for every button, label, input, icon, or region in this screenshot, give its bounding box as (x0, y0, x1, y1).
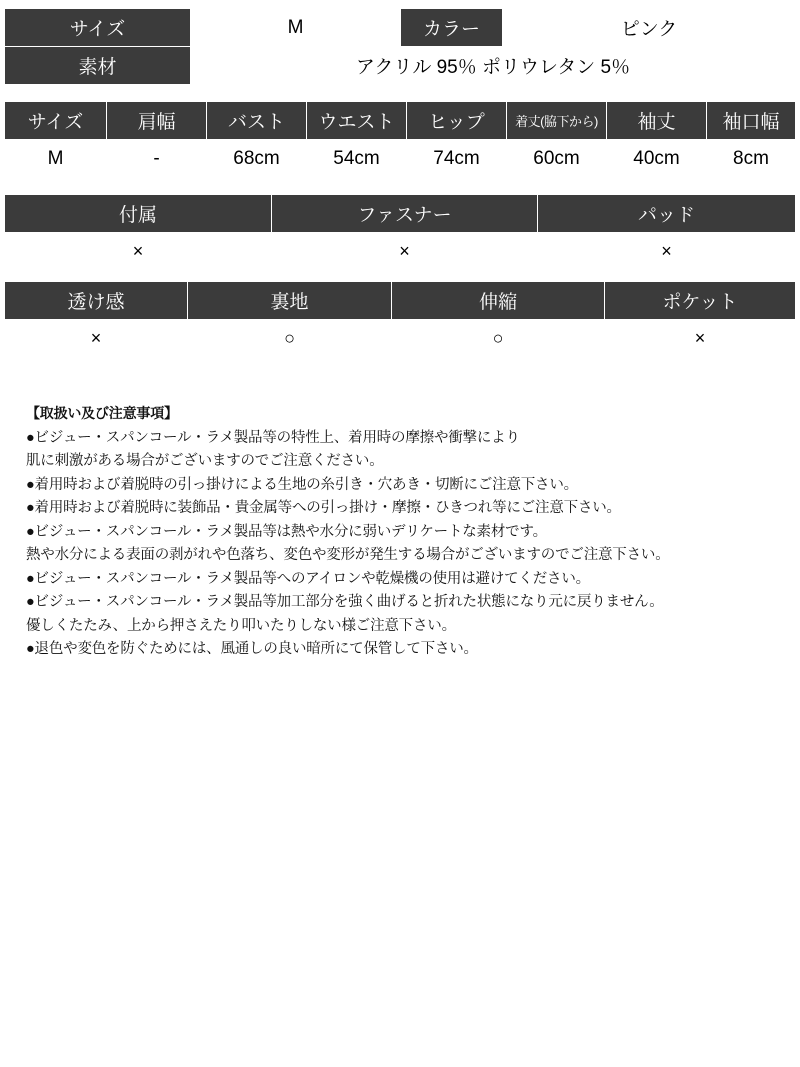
measurement-table (4, 101, 796, 178)
care-note-line: 優しくたたみ、上から押さえたり叩いたりしない様ご注意下さい。 (26, 617, 456, 634)
cell-material-header: 素材 (5, 47, 191, 85)
col-header-lining: 裏地 (188, 282, 392, 320)
basic-spec-table (4, 8, 796, 85)
cell-accessory-value: × (5, 233, 272, 271)
table-header-row (5, 282, 796, 320)
col-header-waist: ウエスト (307, 102, 407, 140)
col-header-length: 着丈(脇下から) (507, 102, 607, 140)
cell-color-header: カラー (401, 9, 503, 47)
cell-stretch-value: ○ (392, 320, 605, 358)
col-header-accessory: 付属 (5, 195, 272, 233)
cell-hip-value: 74cm (407, 140, 507, 178)
cell-size-value: M (5, 140, 107, 178)
cell-size-value: M (191, 9, 401, 47)
cell-size-header: サイズ (5, 9, 191, 47)
cell-zipper-value: × (272, 233, 538, 271)
cell-pad-value: × (538, 233, 796, 271)
col-header-sleeve-length: 袖丈 (607, 102, 707, 140)
care-note-line: ●着用時および着脱時に装飾品・貴金属等への引っ掛け・摩擦・ひきつれ等にご注意下さい。 (26, 500, 621, 517)
care-note-line: ●ビジュー・スパンコール・ラメ製品等へのアイロンや乾燥機の使用は避けてください。 (26, 570, 590, 587)
col-header-pad: パッド (538, 195, 796, 233)
care-note-line: ●着用時および着脱時の引っ掛けによる生地の糸引き・穴あき・切断にご注意下さい。 (26, 476, 578, 493)
col-header-shoulder: 肩幅 (107, 102, 207, 140)
feature-table-accessories (4, 194, 796, 271)
care-note-line: ●ビジュー・スパンコール・ラメ製品等加工部分を強く曲げると折れた状態になり元に戻りません。 (26, 594, 664, 611)
cell-sleeve-length-value: 40cm (607, 140, 707, 178)
table-row (5, 9, 796, 47)
cell-length-value: 60cm (507, 140, 607, 178)
col-header-size: サイズ (5, 102, 107, 140)
col-header-cuff-width: 袖口幅 (707, 102, 796, 140)
table-row (5, 140, 796, 178)
cell-bust-value: 68cm (207, 140, 307, 178)
care-note-line: 熱や水分による表面の剥がれや色落ち、変色や変形が発生する場合がございますのでご注意下さい。 (26, 547, 670, 564)
care-note-line: ●ビジュー・スパンコール・ラメ製品等は熱や水分に弱いデリケートな素材です。 (26, 523, 547, 540)
table-header-row (5, 195, 796, 233)
care-note-line: 肌に刺激がある場合がございますのでご注意ください。 (26, 453, 384, 470)
cell-shoulder-value: - (107, 140, 207, 178)
feature-table-fabric (4, 281, 796, 358)
col-header-pocket: ポケット (605, 282, 796, 320)
col-header-zipper: ファスナー (272, 195, 538, 233)
table-row (5, 320, 796, 358)
table-row (5, 233, 796, 271)
cell-lining-value: ○ (188, 320, 392, 358)
col-header-hip: ヒップ (407, 102, 507, 140)
table-header-row (5, 102, 796, 140)
cell-waist-value: 54cm (307, 140, 407, 178)
cell-material-value: アクリル 95％ ポリウレタン 5％ (191, 47, 796, 85)
care-note-line: ●退色や変色を防ぐためには、風通しの良い暗所にて保管して下さい。 (26, 641, 478, 658)
table-row (5, 47, 796, 85)
care-note-line: ●ビジュー・スパンコール・ラメ製品等の特性上、着用時の摩擦や衝撃により (26, 429, 520, 446)
cell-cuff-width-value: 8cm (707, 140, 796, 178)
col-header-bust: バスト (207, 102, 307, 140)
cell-pocket-value: × (605, 320, 796, 358)
care-notes (4, 402, 796, 662)
cell-sheerness-value: × (5, 320, 188, 358)
col-header-sheerness: 透け感 (5, 282, 188, 320)
care-notes-title: 【取扱い及び注意事項】 (26, 405, 178, 421)
cell-color-value: ピンク (503, 9, 796, 47)
col-header-stretch: 伸縮 (392, 282, 605, 320)
